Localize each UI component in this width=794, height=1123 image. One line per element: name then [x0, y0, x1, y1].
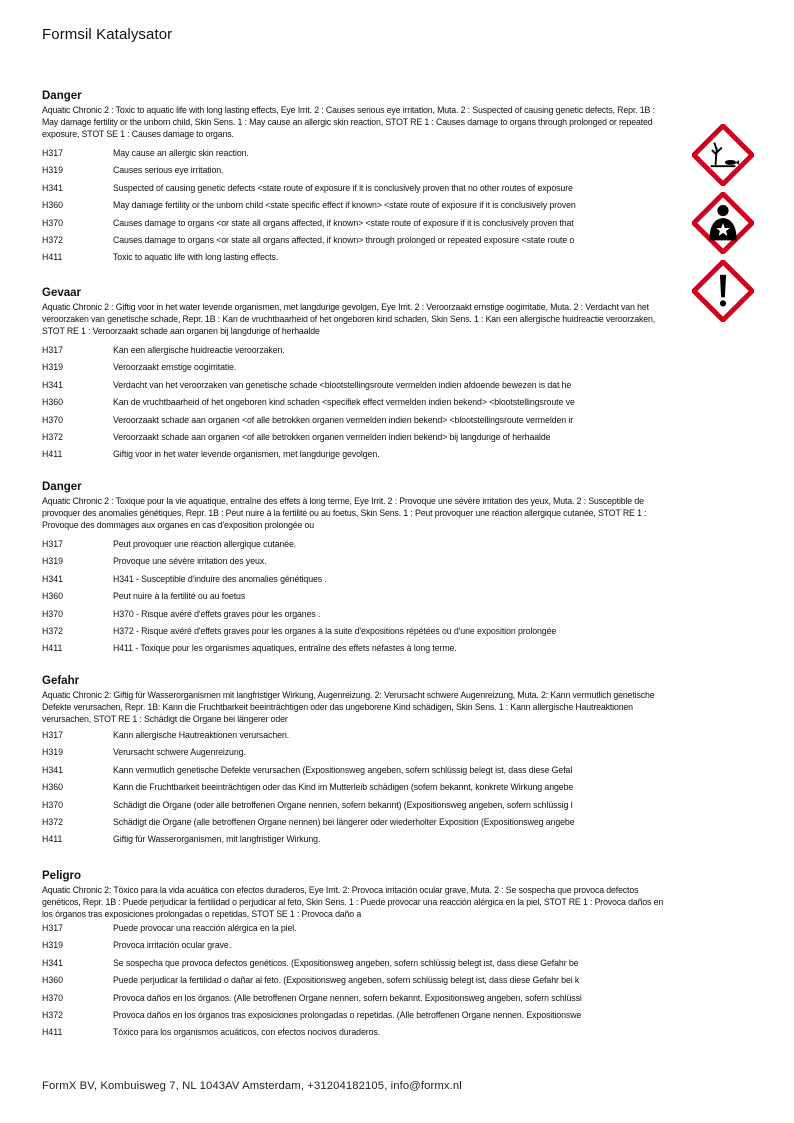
hazard-code: H370 — [42, 799, 64, 810]
section-description: Aquatic Chronic 2 : Toxique pour la vie aquatique, entraîne des effets à long terme, Eye Irrit. 2 : Provoque une sévère irritation des yeux, Muta. 2 : Susceptible de provoquer des anomalies génétiques, Repr. 1B : Peut nuire à la fertilité ou au foetus, Skin Sens. 1 : Peut provoquer une réaction allergique cutanée, STOT RE 1 : Provoque des dommages aux organes en cas d'exposition prolongée ou — [42, 496, 647, 530]
section-description: Aquatic Chronic 2: Tóxico para la vida acuática con efectos duraderos, Eye Irrit. 2: Provoca irritación ocular grave, Muta. 2 : Se sospecha que provoca defectos genéticos, Repr. 1B : Puede perjudicar la fertilidad o perjudicar al feto, Skin Sens. 1 : Puede provocar una reacción alérgica en la piel, STOT RE 1 : Provoca daños en los órganos tras exposiciones prolongadas o repetidas, STOT SE 1 : Provoca daño a — [42, 885, 664, 919]
environment-hazard-icon — [692, 124, 754, 186]
hazard-code: H360 — [42, 975, 64, 986]
hazard-text: Peut provoquer une réaction allergique cutanée. — [113, 539, 297, 549]
hazard-text: Toxic to aquatic life with long lasting effects. — [113, 252, 279, 263]
section-heading: Gefahr — [42, 675, 80, 687]
hazard-text: Causes damage to organs <or state all organs affected, if known> through prolonged or repeated exposure <state route o — [113, 234, 575, 245]
hazard-statement-row — [42, 746, 668, 763]
hazard-code: H360 — [42, 782, 64, 793]
section-description: Aquatic Chronic 2 : Giftig voor in het water levende organismen, met langdurige gevolgen, Eye Irrit. 2 : Veroorzaakt ernstige oogirritatie, Muta. 2 : Verdacht van het veroorzaken van genetische schade, Repr. 1B : Kan de vruchtbaarheid of het ongeboren kind schaden, Skin Sens. 1 : Kan een allergische huidreactie veroorzaken, STOT RE 1 : Veroorzaakt schade aan organen bij langdurige of herhaalde — [42, 302, 656, 336]
hazard-statement-row — [42, 939, 668, 956]
hazard-code: H341 — [42, 379, 64, 390]
hazard-code: H360 — [42, 591, 64, 602]
section-description: Aquatic Chronic 2: Giftig für Wasserorganismen mit langfristiger Wirkung, Augenreizung. 2: Verursacht schwere Augenreizung, Muta. 2: Kann vermutlich genetische Defekte verursachen, Repr. 1B: Kann die Fruchtbarkeit beeinträchtigen oder das ungeborene Kind schädigen, Skin Sens. 1 : Kann allergische Hautreaktionen verursachen, STOT RE 1 : Schädigt die Organe bei längerer oder — [42, 690, 655, 724]
hazard-code: H370 — [42, 414, 64, 425]
hazard-statement-row — [42, 379, 668, 396]
hazard-statement-row — [42, 833, 668, 850]
hazard-statement-row — [42, 1026, 668, 1043]
hazard-statement-row — [42, 361, 668, 378]
hazard-code: H319 — [42, 747, 64, 758]
hazard-statement-row — [42, 608, 668, 625]
hazard-code: H372 — [42, 625, 64, 636]
section-heading: Peligro — [42, 870, 81, 882]
hazard-statement-row — [42, 555, 668, 572]
hazard-section-de — [42, 674, 668, 851]
hazard-text: H411 - Toxique pour les organismes aquatiques, entraîne des effets néfastes à long terme. — [113, 643, 457, 654]
hazard-text: Kan een allergische huidreactie veroorzaken. — [113, 345, 285, 355]
hazard-code: H411 — [42, 643, 63, 654]
hazard-code: H341 — [42, 573, 64, 584]
footer-contact: FormX BV, Kombuisweg 7, NL 1043AV Amsterdam, +31204182105, info@formx.nl — [42, 1080, 462, 1092]
hazard-text: Kann die Fruchtbarkeit beeinträchtigen oder das Kind im Mutterleib schädigen (sofern bekannt, konkrete Wirkung angebe — [113, 782, 574, 793]
document-title: Formsil Katalysator — [42, 26, 173, 43]
hazard-code: H341 — [42, 764, 64, 775]
hazard-statement-row — [42, 922, 668, 939]
hazard-statement-row — [42, 344, 668, 361]
hazard-section-fr — [42, 480, 668, 660]
hazard-text: Puede perjudicar la fertilidad o dañar al feto. (Expositionsweg angeben, sofern schlüssig belegt ist, dass diese Gefahr bei k — [113, 975, 580, 986]
hazard-text: Veroorzaakt schade aan organen <of alle betrokken organen vermelden indien bekend> <blootstellingsroute vermelden ir — [113, 414, 574, 425]
hazard-text: Tóxico para los organismos acuáticos, con efectos nocivos duraderos. — [113, 1027, 381, 1038]
hazard-statement-row — [42, 396, 668, 413]
hazard-code: H411 — [42, 834, 63, 845]
hazard-statement-row — [42, 414, 668, 431]
hazard-code: H319 — [42, 940, 64, 951]
hazard-text: H370 - Risque avéré d'effets graves pour les organes . — [113, 608, 321, 619]
exclamation-mark-icon — [692, 260, 754, 322]
hazard-statement-row — [42, 974, 668, 991]
hazard-statement-row — [42, 625, 668, 642]
hazard-code: H372 — [42, 816, 64, 827]
hazard-text: Verdacht van het veroorzaken van genetische schade <blootstellingsroute vermelden indien afdoende bewezen is dat he — [113, 379, 572, 390]
hazard-statement-row — [42, 217, 668, 234]
hazard-code: H370 — [42, 992, 64, 1003]
hazard-text: Kan de vruchtbaarheid of het ongeboren kind schaden <specifiek effect vermelden indien bekend> <blootstellingsroute ve — [113, 397, 575, 408]
hazard-statement-row — [42, 729, 668, 746]
hazard-section-es — [42, 869, 668, 1044]
hazard-code: H372 — [42, 431, 64, 442]
hazard-statement-row — [42, 182, 668, 199]
hazard-text: Causes damage to organs <or state all organs affected, if known> <state route of exposure if it is conclusively proven that — [113, 217, 574, 228]
hazard-statement-row — [42, 573, 668, 590]
hazard-statement-row — [42, 538, 668, 555]
hazard-statement-row — [42, 799, 668, 816]
hazard-code: H317 — [42, 345, 64, 355]
health-hazard-icon — [692, 192, 754, 254]
hazard-text: Provoque une sévère irritation des yeux. — [113, 556, 267, 567]
hazard-code: H360 — [42, 397, 64, 408]
hazard-code: H411 — [42, 252, 63, 263]
hazard-statement-row — [42, 816, 668, 833]
hazard-statement-row — [42, 147, 668, 164]
hazard-code: H411 — [42, 1027, 63, 1038]
hazard-text: Schädigt die Organe (oder alle betroffenen Organe nennen, sofern bekannt) (Expositionsweg angeben, sofern schlüssig l — [113, 799, 573, 810]
hazard-code: H317 — [42, 730, 64, 740]
hazard-text: Peut nuire à la fertilité ou au foetus — [113, 591, 246, 602]
hazard-code: H319 — [42, 556, 64, 567]
hazard-text: H341 - Susceptible d'induire des anomalies génétiques . — [113, 573, 327, 584]
hazard-text: Provoca irritación ocular grave. — [113, 940, 232, 951]
hazard-text: Kann vermutlich genetische Defekte verursachen (Expositionsweg angeben, sofern schlüssig belegt ist, dass diese Gefal — [113, 764, 573, 775]
hazard-statement-row — [42, 234, 668, 251]
hazard-statement-row — [42, 642, 668, 659]
hazard-code: H360 — [42, 200, 64, 211]
hazard-statement-row — [42, 199, 668, 216]
hazard-code: H317 — [42, 923, 64, 933]
hazard-statement-row — [42, 590, 668, 607]
hazard-text: Suspected of causing genetic defects <state route of exposure if it is conclusively proven that no other routes of exposure — [113, 182, 573, 193]
hazard-statement-row — [42, 764, 668, 781]
section-heading: Danger — [42, 481, 82, 493]
hazard-text: May damage fertility or the unborn child <state specific effect if known> <state route of exposure if it is conclusively proven — [113, 200, 576, 211]
hazard-text: Provoca daños en los órganos. (Alle betroffenen Organe nennen, sofern bekannt. Expositionsweg angeben, sofern schlüssi — [113, 992, 582, 1003]
hazard-code: H319 — [42, 165, 64, 176]
hazard-text: Veroorzaakt schade aan organen <of alle betrokken organen vermelden indien bekend> bij langdurige of herhaalde — [113, 431, 551, 442]
hazard-code: H411 — [42, 449, 63, 460]
hazard-statement-row — [42, 164, 668, 181]
hazard-code: H341 — [42, 182, 64, 193]
hazard-code: H372 — [42, 1009, 64, 1020]
hazard-code: H317 — [42, 539, 64, 549]
hazard-statement-row — [42, 251, 668, 268]
hazard-code: H372 — [42, 234, 64, 245]
hazard-text: Veroorzaakt ernstige oogirritatie. — [113, 362, 237, 373]
hazard-statement-row — [42, 957, 668, 974]
hazard-code: H370 — [42, 608, 64, 619]
hazard-statement-row — [42, 992, 668, 1009]
hazard-section-nl — [42, 286, 668, 466]
hazard-statement-row — [42, 448, 668, 465]
hazard-text: Giftig voor in het water levende organismen, met langdurige gevolgen. — [113, 449, 380, 460]
hazard-code: H319 — [42, 362, 64, 373]
hazard-text: Kann allergische Hautreaktionen verursachen. — [113, 730, 290, 740]
hazard-text: Se sospecha que provoca defectos genéticos. (Expositionsweg angeben, sofern schlüssig belegt ist, dass diese Gefahr be — [113, 957, 579, 968]
hazard-section-en — [42, 89, 668, 269]
hazard-statement-row — [42, 781, 668, 798]
hazard-text: Provoca daños en los órganos tras exposiciones prolongadas o repetidas. (Alle betroffenen Organe nennen. Expositionswe — [113, 1009, 582, 1020]
hazard-text: Causes serious eye irritation. — [113, 165, 224, 176]
hazard-text: Verursacht schwere Augenreizung. — [113, 747, 246, 758]
hazard-text: Schädigt die Organe (alle betroffenen Organe nennen) bei längerer oder wiederholter Exposition (Expositionsweg angebe — [113, 816, 575, 827]
hazard-code: H370 — [42, 217, 64, 228]
hazard-code: H341 — [42, 957, 64, 968]
hazard-text: May cause an allergic skin reaction. — [113, 148, 249, 158]
section-heading: Gevaar — [42, 287, 82, 299]
hazard-text: Puede provocar una reacción alérgica en la piel. — [113, 923, 297, 933]
section-description: Aquatic Chronic 2 : Toxic to aquatic life with long lasting effects, Eye Irrit. 2 : Causes serious eye irritation, Muta. 2 : Suspected of causing genetic defects, Repr. 1B : May damage fertility or the unborn child, Skin Sens. 1 : May cause an allergic skin reaction, STOT RE 1 : Causes damage to organs through prolonged or repeated exposure, STOT SE 1 : Causes damage to organs. — [42, 105, 655, 139]
hazard-text: H372 - Risque avéré d'effets graves pour les organes à la suite d'expositions répétées ou d'une exposition prolongée — [113, 625, 557, 636]
section-heading: Danger — [42, 90, 82, 102]
hazard-statement-row — [42, 1009, 668, 1026]
hazard-code: H317 — [42, 148, 64, 158]
hazard-text: Giftig für Wasserorganismen, mit langfristiger Wirkung. — [113, 834, 321, 845]
hazard-statement-row — [42, 431, 668, 448]
